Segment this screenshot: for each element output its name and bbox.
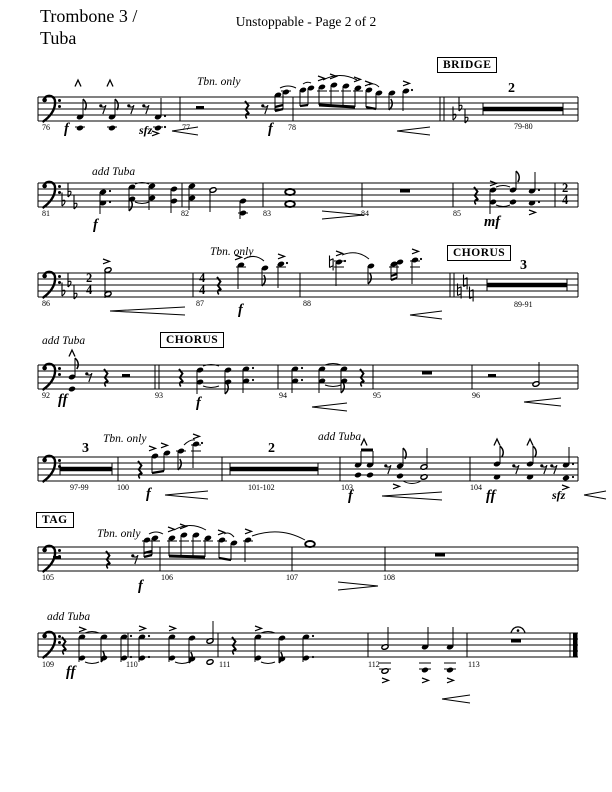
section-bridge-box: BRIDGE (437, 57, 497, 73)
instruction-tbn-only-3: Tbn. only (103, 433, 147, 445)
multirest-count-89-91: 3 (520, 258, 527, 273)
measure-number-92: 92 (42, 391, 50, 400)
measure-number-89-91: 89-91 (514, 300, 533, 309)
measure-number-95: 95 (373, 391, 381, 400)
time-signature-4-4-numerator-m87: 4 (199, 271, 206, 285)
section-chorus-box-1: CHORUS (447, 245, 511, 261)
part-name-line2: Tuba (40, 28, 77, 48)
dynamic-f-m87: f (238, 302, 243, 318)
measure-number-109: 109 (42, 660, 54, 669)
page-title: Unstoppable - Page 2 of 2 (235, 14, 377, 29)
dynamic-ff-m92: ff (58, 392, 68, 408)
dynamic-ff-m104: ff (486, 488, 496, 504)
measure-number-88: 88 (303, 299, 311, 308)
multirest-count-79-80: 2 (508, 81, 515, 96)
measure-number-113: 113 (468, 660, 480, 669)
dynamic-f-m100: f (146, 486, 151, 502)
measure-number-104: 104 (470, 483, 482, 492)
measure-number-87: 87 (196, 299, 204, 308)
dynamic-f-m77: f (268, 121, 273, 137)
measure-number-106: 106 (161, 573, 173, 582)
measure-number-112: 112 (368, 660, 380, 669)
measure-number-93: 93 (155, 391, 163, 400)
measure-number-81: 81 (42, 209, 50, 218)
instruction-add-tuba-1: add Tuba (92, 166, 136, 178)
dynamic-f-m103: f (348, 488, 353, 504)
system-2 (38, 171, 578, 219)
measure-number-77: 77 (182, 123, 190, 132)
multirest-count-101-102: 2 (268, 441, 275, 456)
section-tag-box: TAG (36, 512, 74, 528)
time-signature-2-4-denominator-m86: 4 (86, 283, 93, 297)
measure-number-96: 96 (472, 391, 480, 400)
measure-number-78: 78 (288, 123, 296, 132)
measure-number-108: 108 (383, 573, 395, 582)
dynamic-f-m81: f (93, 217, 98, 233)
system-4 (38, 350, 578, 411)
measure-number-97-99: 97-99 (70, 483, 89, 492)
instruction-tbn-only-2: Tbn. only (210, 246, 254, 258)
instruction-add-tuba-2: add Tuba (42, 335, 86, 347)
instruction-add-tuba-3: add Tuba (318, 431, 362, 443)
measure-number-82: 82 (181, 209, 189, 218)
instruction-add-tuba-4: add Tuba (47, 611, 91, 623)
measure-number-76: 76 (42, 123, 50, 132)
measure-number-85: 85 (453, 209, 461, 218)
dynamic-f-m76: f (64, 121, 69, 137)
dynamic-sfz-m76: sfz (139, 123, 153, 137)
system-7 (38, 621, 578, 703)
dynamic-f-m93: f (196, 395, 201, 411)
time-signature-4-4-denominator-m87: 4 (199, 283, 206, 297)
instruction-tbn-only-4: Tbn. only (97, 528, 141, 540)
multirest-count-97-99: 3 (82, 441, 89, 456)
dynamic-mf-m85: mf (484, 214, 501, 230)
measure-number-111: 111 (219, 660, 231, 669)
measure-number-107: 107 (286, 573, 298, 582)
section-chorus-box-2: CHORUS (160, 332, 224, 348)
time-signature-2-4-denominator: 4 (562, 193, 569, 207)
measure-number-105: 105 (42, 573, 54, 582)
measure-number-103: 103 (341, 483, 353, 492)
measure-number-101-102: 101-102 (248, 483, 275, 492)
time-signature-2-4-numerator: 2 (562, 181, 569, 195)
measure-number-84: 84 (361, 209, 369, 218)
measure-number-86: 86 (42, 299, 50, 308)
instruction-tbn-only-1: Tbn. only (197, 76, 241, 88)
dynamic-sfz-m104: sfz (552, 488, 566, 502)
dynamic-f-m106: f (138, 578, 143, 594)
measure-number-100: 100 (117, 483, 129, 492)
measure-number-79-80: 79-80 (514, 122, 533, 131)
measure-number-94: 94 (279, 391, 287, 400)
measure-number-83: 83 (263, 209, 271, 218)
time-signature-2-4-numerator-m86: 2 (86, 271, 93, 285)
system-1 (38, 74, 578, 136)
part-name-line1: Trombone 3 / (40, 6, 138, 26)
measure-number-110: 110 (126, 660, 138, 669)
dynamic-ff-m109: ff (66, 664, 76, 680)
